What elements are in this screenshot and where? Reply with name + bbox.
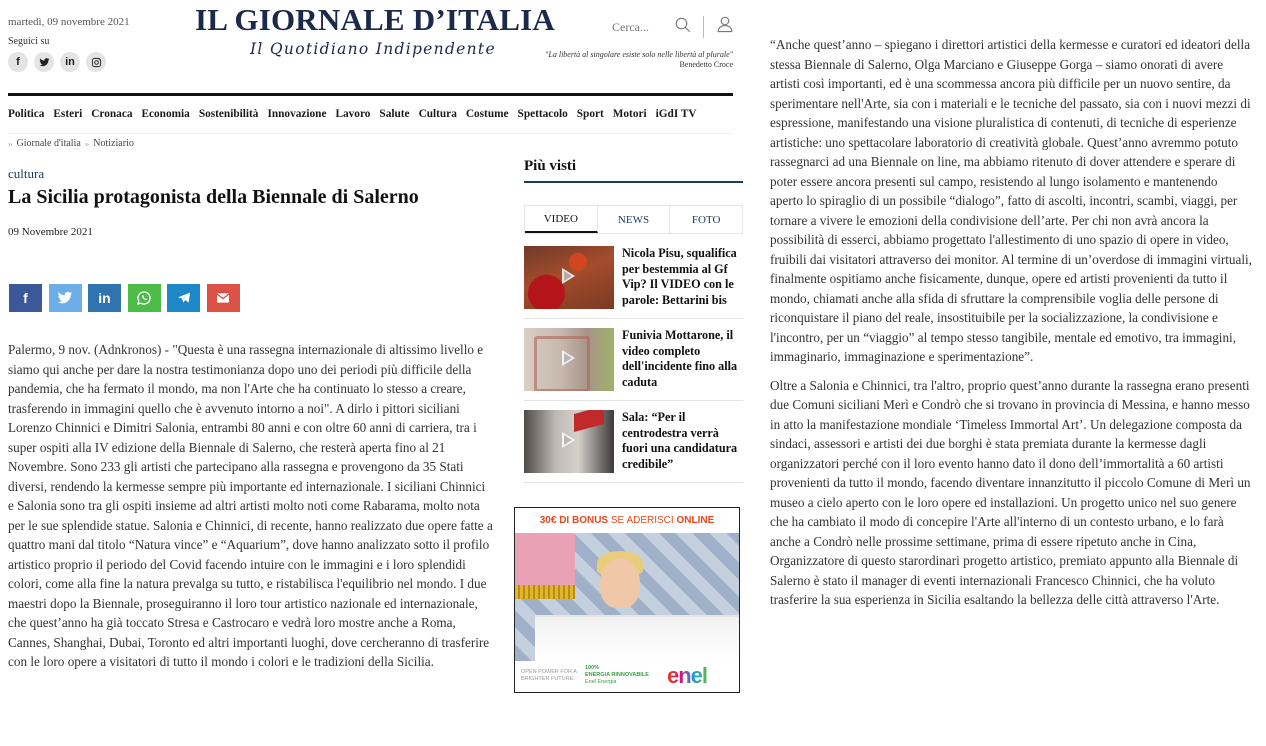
video-thumbnail[interactable] — [524, 410, 614, 473]
nav-item-costume[interactable]: Costume — [465, 108, 509, 120]
ad-footer — [515, 659, 740, 692]
search-icon[interactable] — [674, 16, 692, 34]
ad-slogan: OPEN POWER FOR A BRIGHTER FUTURE. — [521, 668, 577, 682]
article-category[interactable]: cultura — [8, 166, 45, 181]
nav-item-innovazione[interactable]: Innovazione — [267, 108, 327, 120]
breadcrumb-notiziario[interactable]: Notiziario — [93, 138, 134, 149]
telegram-icon — [176, 290, 192, 306]
tab-video[interactable]: VIDEO — [525, 206, 598, 233]
nav-item-igdi-tv[interactable]: iGdI TV — [655, 108, 697, 120]
nav-item-politica[interactable]: Politica — [8, 108, 45, 120]
advertisement-banner[interactable] — [514, 507, 740, 693]
search-input[interactable]: Cerca... — [612, 20, 649, 34]
ad-curtain-shape — [515, 533, 575, 585]
ad-headline — [515, 508, 739, 533]
article-body-right — [770, 35, 1252, 619]
most-viewed-tabs — [524, 205, 743, 234]
follow-label: Seguici su — [8, 36, 50, 47]
video-thumbnail[interactable] — [524, 246, 614, 309]
article-paragraph: Palermo, 9 nov. (Adnkronos) - "Questa è una rassegna internazionale di altissimo livello e siamo qui anche per dare la nostra testimonianza dopo uno dei periodi più difficile della pandemia, che ha fermato il mondo, ma non l'Arte che ha continuato lo stesso a creare, trasferendo in immagini quello che è avvenuto intorno a noi". A dirlo i pittori siciliani Lorenzo Chinnici e Dimitri Salonia, entrambi 80 anni e con oltre 60 anni di carriera, tra i super ospiti alla IV edizione della Biennale di Salerno, che resterà aperta fino al 21 Novembre. Sono 233 gli artisti che partecipano alla rassegna e provengono da 35 Stati diversi, rendendo la kermesse sempre più importante ed internazionale. I siciliani Chinnici e Salonia sono tra gli ospiti insieme ad altri artisti molto noti come Rabarama, molto nota per le sue splendide statue. Salonia e Chinnici, di recente, hanno realizzato due opere fatte a quattro mani dal titolo “Natura vince” e “Aquarium”, dove hanno analizzato sotto il profilo artistico proprio il periodo del Covid facendo intuire con le immagini e i loro splendidi colori, come alla fine la natura prevalga su tutto, e ristabilisca l'equilibrio nel mondo. I due maestri dopo la Biennale, proseguiranno il loro tour artistico nazionale ed internazionale, che quest’anno ha già toccato Stresa e Castrocaro e vedrà loro mostre anche a Roma, Cannes, Shanghai, Dubai, Toronto ed altri importanti luoghi, dove cercheranno di trasferire con le loro opere a visitatori di tutto il mondo i colori e le tradizioni della Sicilia. — [8, 342, 493, 669]
article-body-left — [8, 340, 493, 672]
ad-offer-brand: Enel Energia — [585, 679, 617, 685]
article-paragraph: “Anche quest’anno – spiegano i direttori artistici della kermesse e curatori ed ideatori della stessa Biennale di Salerno, Olga Marciano e Giuseppe Gorga – siamo onorati di avere artisti così importanti, ed è una scommessa ancora più difficile per un nuovo sentire, da sperimentare nell'Arte, sia con i materiali e le tecniche del passato, sia con i nuovi mezzi di espressione, manifestando una visione pluralistica di contenuti, di tecniche di esperienze artistiche: uno spettacolare laboratorio di creatività globale. Quest’anno avremmo potuto rassegnarci ad una Biennale on line, ma abbiamo ritenuto di dover attendere e sperare di poter essere ancora presenti sul campo, resistendo al lungo isolamento e mantenendo aperto lo spiraglio di un possibile “dialogo”, fatto di ascolti, incontri, scambi, viaggi, per tornare a vivere le emozioni della condivisione dell’arte. Per chi non avrà ancora la possibilità di esserci, abbiamo progettato l'allestimento di uno spazio di opere in video, fruibili dai visitatori attraverso dei monitor. Al termine di un’overdose di immagini virtuali, finalmente ospitiamo anche fisicamente, dunque, opere ed artisti provenienti da tutto il mondo, chiamati anche alla sfida di sfruttare la comprensibile voglia delle persone di riconquistare il piano del reale, insostituibile per la socializzazione, la condivisione e l'incontro, per un “viaggio” al tempo stesso tangibile, mentale ed emotivo, tra immagini, immaginario, immaginazione e sperimentazione”. — [770, 37, 1252, 364]
site-logo[interactable]: IL GIORNALE D’ITALIA — [195, 2, 556, 37]
nav-item-motori[interactable]: Motori — [612, 108, 647, 120]
share-whatsapp-button[interactable] — [128, 284, 161, 312]
ad-radiator-shape — [515, 585, 575, 599]
tab-news[interactable]: NEWS — [598, 206, 671, 233]
most-viewed-rule — [524, 181, 743, 183]
video-title[interactable]: Nicola Pisu, squalifica per bestemmia al Gf Vip? Il VIDEO con le parole: Bettarini bis — [622, 246, 737, 307]
ad-headline-bonus: 30€ DI BONUS — [539, 515, 609, 526]
share-email-button[interactable] — [207, 284, 240, 312]
nav-bottom-rule — [8, 133, 733, 134]
ad-person — [600, 558, 640, 608]
quote-author: Benedetto Croce — [679, 60, 733, 69]
ad-bathtub-shape — [535, 615, 740, 661]
video-thumbnail[interactable] — [524, 328, 614, 391]
instagram-icon — [91, 57, 102, 68]
facebook-icon: f — [23, 290, 28, 306]
breadcrumb-home[interactable]: Giornale d'italia — [16, 138, 81, 149]
nav-item-lavoro[interactable]: Lavoro — [335, 108, 371, 120]
nav-item-spettacolo[interactable]: Spettacolo — [517, 108, 568, 120]
play-icon — [562, 268, 575, 284]
nav-item-sport[interactable]: Sport — [576, 108, 604, 120]
share-linkedin-button[interactable] — [88, 284, 121, 312]
social-links — [8, 52, 106, 72]
nav-top-rule — [8, 93, 733, 96]
whatsapp-icon — [136, 290, 152, 306]
share-telegram-button[interactable] — [167, 284, 200, 312]
ad-image — [515, 533, 740, 661]
twitter-icon — [57, 290, 73, 306]
most-viewed-title: Più visti — [524, 158, 577, 174]
twitter-link[interactable] — [34, 52, 54, 72]
main-nav — [8, 108, 697, 120]
video-title[interactable]: Funivia Mottarone, il video completo dell'incidente fino alla caduta — [622, 328, 738, 389]
nav-item-sostenibilita[interactable]: Sostenibilità — [198, 108, 259, 120]
breadcrumb — [8, 138, 134, 149]
play-icon — [562, 432, 575, 448]
ad-offer-percent: 100% — [585, 665, 600, 671]
nav-item-esteri[interactable]: Esteri — [53, 108, 83, 120]
linkedin-icon: in — [65, 56, 75, 68]
video-list — [524, 246, 743, 492]
facebook-icon: f — [16, 56, 20, 68]
ad-headline-online: ONLINE — [676, 515, 715, 526]
ad-headline-mid: SE ADERISCI — [608, 515, 677, 526]
header-quote: "La libertà al singolare esiste solo nelle libertà al plurale" — [545, 50, 733, 59]
nav-item-economia[interactable]: Economia — [141, 108, 190, 120]
nav-item-cronaca[interactable]: Cronaca — [91, 108, 133, 120]
tab-foto[interactable]: FOTO — [691, 213, 721, 226]
linkedin-link[interactable] — [60, 52, 80, 72]
site-tagline: Il Quotidiano Indipendente — [250, 40, 496, 58]
ad-offer-energy: ENERGIA RINNOVABILE — [585, 672, 649, 678]
video-item[interactable] — [524, 246, 743, 319]
nav-item-salute[interactable]: Salute — [379, 108, 410, 120]
facebook-link[interactable] — [8, 52, 28, 72]
article-title: La Sicilia protagonista della Biennale di Salerno — [8, 186, 419, 208]
article-date: 09 Novembre 2021 — [8, 226, 93, 238]
play-icon — [562, 350, 575, 366]
ad-offer — [585, 665, 667, 686]
video-item[interactable] — [524, 410, 743, 483]
article-paragraph: Oltre a Salonia e Chinnici, tra l'altro, proprio quest’anno durante la rassegna erano presenti due Comuni siciliani Merì e Condrò che si trovano in provincia di Messina, e hanno messo in atto la manifestazione mondiale ‘Timeless Immortal Art’. Un delegazione composta da sindaci, assessori e artisti dei due borghi è stata premiata durante la kermesse dagli organizzatori perché con il loro evento hanno dato il dono dell’immortalità a 60 artisti provenienti da tutto il mondo, facendo diventare innanzitutto il piccolo Comune di Merì un museo a cielo aperto con le loro opere ed installazioni. Un progetto unico nel suo genere che ha cambiato il modo di concepire l'Arte all'interno di un contesto urbano, e lo farà anche a Condrò nelle prossime settimane, prima di essere ripetuto anche in Cina, Organizzatore di questo starordinari progetto artistico, premiato appunto alla Biennale di Salerno è stato il manager di eventi internazionali Francesco Chinnici, che ha voluto trasferire la sua esperienza in Sicilia esaltando la bellezza delle città attraverso l'Arte. — [770, 377, 1251, 607]
user-icon[interactable] — [716, 15, 734, 33]
nav-item-cultura[interactable]: Cultura — [418, 108, 457, 120]
breadcrumb-separator: » — [8, 138, 13, 149]
linkedin-icon: in — [98, 290, 111, 306]
header-divider — [703, 16, 704, 38]
share-facebook-button[interactable] — [9, 284, 42, 312]
share-bar — [9, 284, 240, 312]
email-icon — [215, 290, 231, 306]
video-title[interactable]: Sala: “Per il centrodestra verrà fuori una candidatura credibile” — [622, 410, 738, 471]
current-date: martedì, 09 novembre 2021 — [8, 16, 130, 28]
share-twitter-button[interactable] — [49, 284, 82, 312]
video-item[interactable] — [524, 328, 743, 401]
breadcrumb-separator: » — [84, 138, 90, 149]
enel-logo: enel — [667, 662, 708, 688]
twitter-icon — [39, 57, 50, 68]
instagram-link[interactable] — [86, 52, 106, 72]
